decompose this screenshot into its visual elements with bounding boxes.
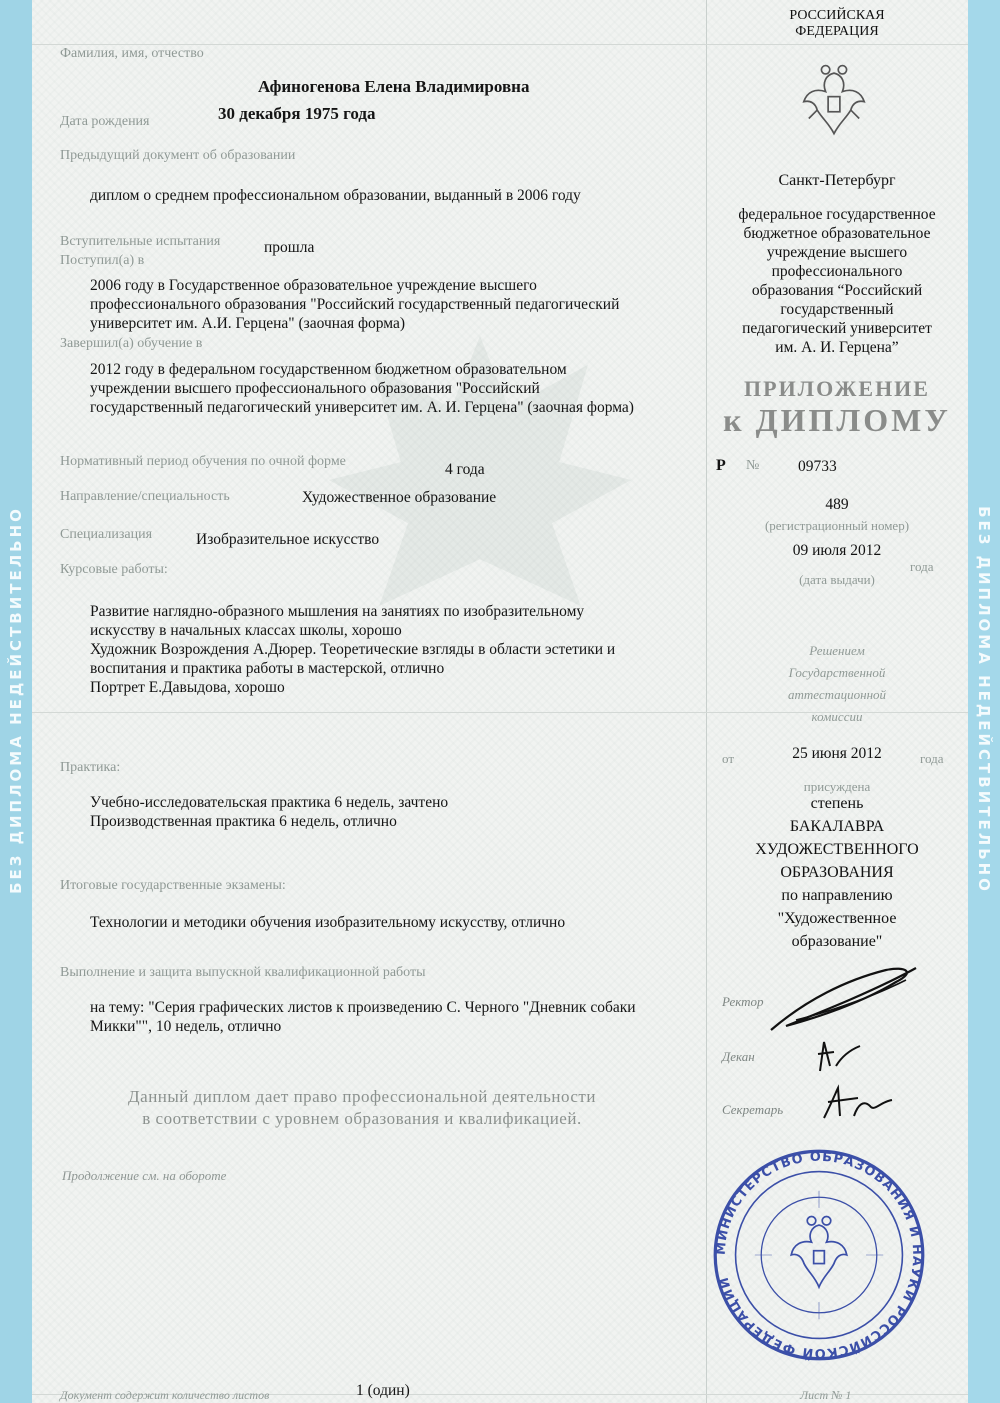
validity-notice xyxy=(62,1086,662,1130)
coat-of-arms-icon xyxy=(792,58,876,142)
completed-label: Завершил(а) обучение в xyxy=(60,336,203,351)
dean-signature-icon xyxy=(810,1036,870,1076)
appendix-title-line2: к ДИПЛОМУ xyxy=(723,402,951,438)
rector-signature-icon xyxy=(766,960,926,1040)
appendix-number: 09733 xyxy=(798,458,837,475)
full-name-value: Афиногенова Елена Владимировна xyxy=(258,77,530,96)
completed-line: государственный педагогический университет им. А. И. Герцена" (заочная форма) xyxy=(90,399,634,416)
institution-line: бюджетное образовательное xyxy=(743,225,931,242)
degree-line: ХУДОЖЕСТВЕННОГО xyxy=(755,841,919,858)
coursework-line: Портрет Е.Давыдова, хорошо xyxy=(90,679,285,696)
enrolled-label: Поступил(а) в xyxy=(60,253,145,268)
coursework-label: Курсовые работы: xyxy=(60,562,168,577)
reg-number: 489 xyxy=(825,496,849,513)
institution-line: им. А. И. Герцена” xyxy=(775,339,899,356)
institution-line: учреждение высшего xyxy=(766,244,908,261)
practice-line: Учебно-исследовательская практика 6 недель, зачтено xyxy=(90,794,449,811)
degree-line: образование" xyxy=(791,933,883,950)
decision-line: Решением xyxy=(809,643,865,658)
sheets-label: Документ содержит количество листов xyxy=(60,1388,270,1402)
notice-line: в соответствии с уровнем образования и квалификацией. xyxy=(142,1109,582,1128)
series-letter: Р xyxy=(716,457,726,474)
number-label: № xyxy=(746,458,760,473)
degree-line: БАКАЛАВРА xyxy=(789,818,885,835)
sheet-number: Лист № 1 xyxy=(800,1388,852,1402)
birth-date-label: Дата рождения xyxy=(60,114,150,129)
decision-line: аттестационной xyxy=(787,687,887,702)
degree-line: по направлению xyxy=(781,887,893,904)
decision-text xyxy=(706,640,968,728)
coursework-list xyxy=(90,602,615,697)
enrolled-line: профессионального образования "Российский государственный педагогический xyxy=(90,296,620,313)
specialization-value: Изобразительное искусство xyxy=(196,531,380,548)
dean-label: Декан xyxy=(722,1049,755,1064)
degree-block xyxy=(706,792,968,953)
previous-doc-label: Предыдущий документ об образовании xyxy=(60,148,296,163)
institution-name xyxy=(706,205,968,357)
issue-date-label: (дата выдачи) xyxy=(799,572,875,587)
coursework-line: Художник Возрождения А.Дюрер. Теоретические взгляды в области эстетики и xyxy=(90,641,616,658)
institution-line: образования “Российский xyxy=(751,282,923,299)
completed-value xyxy=(90,360,634,417)
practice-list xyxy=(90,793,448,831)
coursework-line: Развитие наглядно-образного мышления на занятиях по изобразительному xyxy=(90,603,585,620)
enrolled-line: университет им. А.И. Герцена" (заочная форма) xyxy=(90,315,406,332)
secretary-label: Секретарь xyxy=(722,1102,784,1117)
left-strip-text: БЕЗ ДИПЛОМА НЕДЕЙСТВИТЕЛЬНО xyxy=(7,506,25,894)
reg-number-label: (регистрационный номер) xyxy=(764,518,910,533)
degree-line: ОБРАЗОВАНИЯ xyxy=(780,864,894,881)
right-strip-text: БЕЗ ДИПЛОМА НЕДЕЙСТВИТЕЛЬНО xyxy=(975,506,993,894)
secretary-signature-icon xyxy=(818,1082,898,1122)
decision-date: 25 июня 2012 xyxy=(792,745,882,762)
decision-year-word: года xyxy=(920,751,944,766)
awarded-word: присуждена xyxy=(803,779,871,794)
entrance-exams-label: Вступительные испытания xyxy=(60,234,221,249)
country-header xyxy=(706,8,968,40)
coursework-line: искусству в начальных классах школы, хорошо xyxy=(90,622,402,639)
notice-line: Данный диплом дает право профессиональной деятельности xyxy=(128,1087,596,1106)
right-security-strip xyxy=(968,0,1000,1403)
degree-line: степень xyxy=(810,795,864,812)
normative-period-label: Нормативный период обучения по очной форме xyxy=(60,454,346,469)
decision-line: Государственной xyxy=(788,665,886,680)
full-name-label: Фамилия, имя, отчество xyxy=(60,46,204,61)
normative-period-value: 4 года xyxy=(445,461,485,478)
direction-label: Направление/специальность xyxy=(60,489,230,504)
fold-line xyxy=(32,44,968,45)
enrolled-line: 2006 году в Государственное образовательное учреждение высшего xyxy=(90,277,537,294)
institution-line: государственный xyxy=(780,301,894,318)
state-exams-value: Технологии и методики обучения изобразительному искусству, отлично xyxy=(90,914,566,931)
thesis-line: на тему: "Серия графических листов к произведению С. Черного "Дневник собаки xyxy=(90,999,636,1016)
coursework-line: воспитания и практика работы в мастерской, отлично xyxy=(90,660,445,677)
institution-line: федеральное государственное xyxy=(738,206,936,223)
previous-doc-value: диплом о среднем профессиональном образовании, выданный в 2006 году xyxy=(90,187,581,204)
thesis-value xyxy=(90,998,636,1036)
completed-line: учреждении высшего профессионального образования "Российский xyxy=(90,380,540,397)
continuation-note: Продолжение см. на обороте xyxy=(62,1168,227,1183)
practice-line: Производственная практика 6 недель, отлично xyxy=(90,813,397,830)
appendix-title-line1: ПРИЛОЖЕНИЕ xyxy=(744,376,930,401)
institution-line: педагогический университет xyxy=(742,320,932,337)
state-exams-label: Итоговые государственные экзамены: xyxy=(60,878,286,893)
direction-value: Художественное образование xyxy=(302,489,497,506)
sheets-value: 1 (один) xyxy=(356,1382,410,1399)
enrolled-value xyxy=(90,276,619,333)
institution-line: профессионального xyxy=(771,263,903,280)
thesis-label: Выполнение и защита выпускной квалификационной работы xyxy=(60,965,426,980)
official-seal-icon xyxy=(712,1148,926,1362)
decision-line: комиссии xyxy=(811,709,863,724)
completed-line: 2012 году в федеральном государственном бюджетном образовательном xyxy=(90,361,567,378)
issue-date: 09 июля 2012 xyxy=(792,542,882,559)
entrance-exams-value: прошла xyxy=(264,239,315,256)
left-security-strip xyxy=(0,0,32,1403)
issue-year-word: года xyxy=(910,559,934,574)
birth-date-value: 30 декабря 1975 года xyxy=(218,104,376,123)
rector-label: Ректор xyxy=(722,994,764,1009)
from-word: от xyxy=(722,751,735,766)
degree-line: "Художественное xyxy=(777,910,897,927)
city: Санкт-Петербург xyxy=(778,172,896,189)
seal-text: МИНИСТЕРСТВО ОБРАЗОВАНИЯ И НАУКИ РОССИЙСКОЙ ФЕДЕРАЦИИ xyxy=(713,1149,925,1361)
country-line: РОССИЙСКАЯ xyxy=(789,8,885,23)
practice-label: Практика: xyxy=(60,760,121,775)
country-line: ФЕДЕРАЦИЯ xyxy=(795,24,879,39)
thesis-line: Микки"", 10 недель, отлично xyxy=(90,1018,282,1035)
specialization-label: Специализация xyxy=(60,527,153,542)
